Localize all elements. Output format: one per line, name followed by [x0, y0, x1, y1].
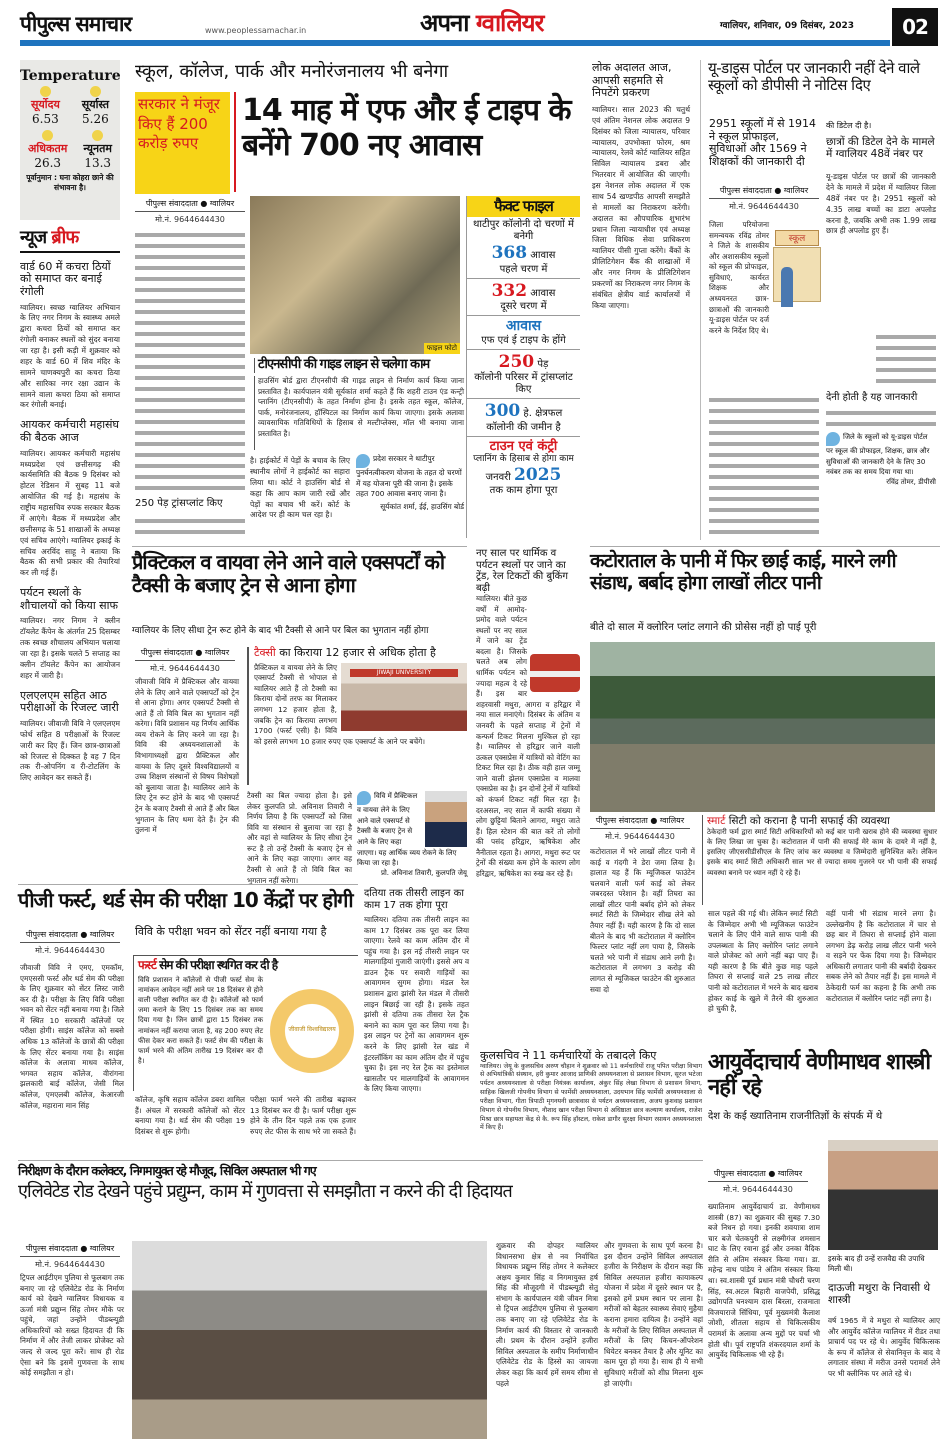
fact-item — [467, 350, 580, 399]
byline-mobile: मो.नं. 9644644430 — [155, 215, 225, 224]
sunset-value: 5.26 — [82, 112, 109, 126]
fact-number: 250 — [498, 351, 535, 372]
transfer-story — [480, 1050, 702, 1156]
elevated-text: ट्रिपल आईटीएम पुलिया से फूलबाग तक बनाए जा रहे एलिवेटेड रोड के निर्माण कार्य को देखने ग्वालियर विधायक व ऊर्जा मंत्री प्रद्युम्न सिंह तोमर मौके पर पहुंचे, जहां उन्होंने पीडब्ल्यूडी अधिकारियों को सख्त हिदायत दी कि निर्माण में और तेजी लाकर प्रोजेक्ट को जल्द से जल्द पूरा करें। साथ ही रोड ऐसा बने कि इसमें गुणवत्ता के साथ कोई समझौता न हो। — [20, 1273, 124, 1378]
rail-headline[interactable]: नए साल पर धार्मिक व पर्यटन स्थलों पर जाने का ट्रेंड, रेल टिकटों की बुकिंग बढ़ी — [476, 548, 568, 594]
quote-icon — [357, 791, 371, 805]
quote-text: विवि में प्रैक्टिकल व वायवा लेने के लिए आने वाले एक्सपर्ट से टैक्सी के बजाए ट्रेन से आने के लिए कहा जाएगा। यह आर्थिक व्यय रोकने के लिए किया जा रहा है। — [357, 792, 457, 868]
quote-attribution: सूर्यकांत शर्मा, ईई, हाउसिंग बोर्ड — [380, 501, 464, 511]
byline-mobile: मो.नं. 9644644430 — [723, 1185, 793, 1194]
jiwaji-university-photo — [341, 663, 467, 731]
brief-text: ग्वालियर। जीवाजी विवि ने एलएलएम फोर्थ सहित 8 परीक्षाओं के रिजल्ट जारी कर दिए हैं। जिन छात्र-छात्राओं को रिजल्ट से दिक्कत है वह 7 दिन तक री-ओपनिंग व री-टोटलिंग के लिए आवेदन कर सकते हैं। — [20, 718, 120, 783]
brief-item — [20, 690, 120, 785]
section-title-city: ग्वालियर — [475, 9, 544, 37]
practical-story — [132, 546, 467, 885]
elevated-headline[interactable]: एलिवेटेड रोड देखने पहुंचे प्रद्युम्न, काम में गुणवत्ता से समझौता न करने की दी हिदायत — [18, 1181, 512, 1203]
news-brief — [20, 228, 120, 878]
pg-exam-story — [18, 884, 358, 1154]
obituary-deck: देश के कई ख्यातिनाम राजनीतिज्ञों के संपर्क में थे — [708, 1111, 883, 1122]
byline: पीपुल्स संवाददाता ● ग्वालियर — [590, 815, 690, 829]
lead-subtext: हाउसिंग बोर्ड द्वारा टीएनसीपी की गाइड लाइन से निर्माण कार्य किया जाना प्रस्तावित है। कार्यपालन यंत्री सूर्यकांत शर्मा कहते हैं कि शहरी टाउन एंड कन्ट्री प्लानिंग (टीएनसीपी) के तहत निर्माण होना है। इसके तहत स्कूल, कॉलेज, पार्क, मनोरंजनालय, हॉस्पिटल का निर्माण कार्य किया जाएगा। इसके अलावा व्यावसायिक गतिविधियों के हिसाब से मल्टीप्लेक्स, मॉल भी बनाया जाना प्रस्तावित है। — [254, 376, 464, 450]
brief-text: ग्वालियर। स्वच्छ ग्वालियर अभियान के लिए नगर निगम के स्वास्थ्य अमले द्वारा कचरा ठियों को समाप्त कर रंगोली बनाकर स्थलों को सुंदर बनाया जा रहा है। इसी कड़ी में शुक्रवार को शहर के वार्ड 60 में शिव मंदिर के सामने चाणक्यपुरी का कचरा ठिया और सारिका नगर रक्षा उद्यान के सामने वाला कचरा ठिया को समाप्त कर रंगोली बनाई। — [20, 302, 120, 410]
fact-desc: कॉलोनी परिसर में ट्रांसप्लांट किए — [474, 372, 573, 396]
fact-item — [467, 316, 580, 350]
elevated-text-2: शुक्रवार की दोपहर ग्वालियर विधानसभा क्षेत्र से नव निर्वाचित विधायक प्रद्युम्न सिंह तोमर ने कलेक्टर अक्षय कुमार सिंह व निगमायुक्त हर्ष सिंह की मौजूदगी में पीडब्ल्यूडी सेतु संभाग के कार्यपालन यंत्री जीवन मित्रा से ट्रिपल आईटीएम पुलिया से फूलबाग तक बनाए जा रहे एलिवेटेड रोड के निर्माण कार्य की विस्तार से जानकारी ली। प्रथम के दौरान उन्होंने हजीरा सिविल अस्पताल के समीप निर्माणाधीन एलिवेटेड रोड के हिस्से का जायजा लेकर कहा कि कार्य हमें समय सीमा से पहले — [496, 1241, 598, 1388]
byline: पीपुल्स संवाददाता ● ग्वालियर — [135, 198, 245, 212]
datia-text: ग्वालियर। दतिया तक तीसरी लाइन का काम 17 दिसंबर तक पूरा कर लिया जाएगा। रेलवे का काम अंतिम दौर में पहुंच गया है। इस नई तीसरी लाइन पर मालगाड़ियां गुजारी जाएंगी। इससे अप व डाउन ट्रैक पर सवारी गाड़ियों का आवागमन सुगम होगा। मंडल रेल प्रशासन द्वारा झांसी रेल मंडल में तीसरी लाइन बिछाई जा रही है। इसके तहत झांसी से दतिया तक तीसरा रेल ट्रैक बनाने का काम पूरा कर लिया गया है। इस लाइन पर ट्रेनों का आवागमन शुरू करने के लिए झांसी रेल खंड में इंटरलॉकिंग का काम अंतिम दौर में पहुंच चुका है। इस नए रेल ट्रैक का इस्तेमाल खासतौर पर मालगाड़ियों के आवागमन के लिए किया जाएगा। — [364, 915, 469, 1094]
elevated-kicker: निरीक्षण के दौरान कलेक्टर, निगमायुक्त रहे मौजूद, सिविल अस्पताल भी गए — [18, 1163, 316, 1178]
brief-title-part: ब्रीफ — [51, 227, 79, 248]
udise-subhead-2: देनी होती है यह जानकारी — [826, 392, 918, 403]
udise-subhead: छात्रों की डिटेल देने के मामले में ग्वालियर 48वें नंबर पर — [826, 136, 935, 161]
min-temp-value: 13.3 — [84, 156, 112, 170]
quote-attribution: रविंद्र तोमर, डीपीसी — [886, 477, 936, 486]
sun-icon — [90, 86, 101, 97]
byline: पीपुल्स संवाददाता ● ग्वालियर — [20, 929, 120, 943]
practical-text-2: टैक्सी का बिल ज्यादा होता है। इसे लेकर कुलपति प्रो. अविनाश तिवारी ने निर्णय लिया है कि एक्सपर्टों को जिस विवि या संस्थान से बुलाया जा रहा है और वहां से ग्वालियर के लिए सीधा ट्रेन रूट है तो उन्हें टैक्सी के बजाए ट्रेन से आने के लिए कहा जाएगा। अगर वह टैक्सी से आते हैं तो विवि बिल का भुगतान नहीं करेगा। — [247, 791, 352, 885]
lok-adalat-headline[interactable]: लोक अदालत आज, आपसी सहमति से निपटेंगे प्रकरण — [592, 61, 672, 100]
datia-story — [364, 888, 469, 1153]
brief-headline[interactable]: आयकर कर्मचारी महासंघ की बैठक आज — [20, 418, 119, 444]
lead-highlight-box: सरकार ने मंजूर किए हैं 200 करोड़ रुपए — [135, 92, 230, 194]
school-illustration — [773, 222, 821, 312]
box-title-text: सेम की परीक्षा स्थगित कर दी है — [155, 958, 278, 972]
udise-quote — [826, 432, 936, 538]
fact-pre: थाटीपुर कॉलोनी दो चरणों में बनेगी — [472, 219, 574, 243]
obituary-text: ख्यातिनाम आयुर्वेदाचार्य डा. वेणीमाधव शास्त्री (87) का शुक्रवार की सुबह 7.30 बजे निधन हो गया। इनकी शवयात्रा शाम चार बजे चेतकपुरी से लक्ष्मीगंज शमसान घाट के लिए रवाना हुई और उनका वैदिक रीति से अंतिम संस्कार किया गया। डा. महेन्द्र नाथ पांडेय ने अंतिम संस्कार किया था। स्व.शास्त्री पूर्व प्रधान मंत्री चौधरी चरण सिंह, स्व.अटल बिहारी वाजपेयी, प्रसिद्ध उद्योगपति घनश्याम दास बिरला, राजमाता विजयाराजे सिंधिया, पूर्व मुख्यमंत्री कैलाश जोशी, शीतला सहाय से चिकित्सकीय परामर्श के अलावा अन्य मुद्दों पर चर्चा भी होती थी। पूर्व राष्ट्रपति शंकरदयाल शर्मा के आयुर्वेद चिकित्सक भी रहे हैं। — [708, 1202, 820, 1360]
lead-text-2: है। हाईकोर्ट में पेड़ों के बचाव के लिए स्थानीय लोगों ने हाईकोर्ट का सहारा लिया था। कोर्ट ने हाउसिंग बोर्ड से कहा कि आप काम जारी रखें और पेड़ों का बचाव भी करें। कोर्ट के आदेश पर ही काम चल रहा है। — [250, 456, 350, 520]
website-link[interactable]: www.peoplessamachar.in — [205, 26, 307, 35]
university-sign: JIWAJI UNIVERSITY — [350, 669, 457, 678]
taxi-box-body — [254, 663, 467, 781]
pg-box-title — [138, 959, 354, 973]
news-brief-title — [20, 228, 120, 253]
brief-headline[interactable]: पर्यटन स्थलों के शौचालयों को किया साफ — [20, 586, 118, 612]
elevated-text-3: और गुणवत्ता के साथ पूर्ण करना है। इस दौरान उन्होंने सिविल अस्पताल हजीरा के निरीक्षण के दौरान कहा कि सिविल अस्पताल हजीरा कायाकल्प योजना में प्रदेश में दूसरे स्थान पर है, इसको हमें प्रथम स्थान पर लाना है। मरीजों को बेहतर स्वास्थ्य सेवाएं मुहैया कराना हमारा दायित्व है। उन्होंने वहां के मरीजों के लिए सिविल अस्पताल में मरीजों के लिए किचन-ऑपरेशन थियेटर बनकर तैयार है और यूनिट का काम पूरा हो गया है। साथ ही ये सभी सुविधाएं मरीजों को शीघ्र मिलना शुरू हो जाएंगी। — [604, 1241, 703, 1388]
obituary-story — [708, 1050, 940, 1442]
vice-chancellor-photo — [425, 791, 467, 847]
masthead — [20, 6, 940, 48]
taxi-box-title-highlight: टैक्सी — [254, 646, 276, 659]
taxi-box-text: प्रैक्टिकल व वायवा लेने के लिए एक्सपर्ट टैक्सी से भोपाल से ग्वालियर आते हैं तो टैक्सी का किराया दोनों तरफ का मिलाकर लगभग 12 हजार होता है, जबकि ट्रेन का किराया लगभग 1700 (फर्स्ट एसी) है। विवि को इससे लगभग 10 हजार रुपए एक एक्सपर्ट के आने पर बचेंगे। — [254, 662, 426, 746]
box-title-highlight: स्मार्ट — [707, 815, 726, 827]
fact-number: आवास — [505, 318, 542, 335]
lead-kicker: स्कूल, कॉलेज, पार्क और मनोरंजनालय भी बनेगा — [135, 61, 449, 82]
fact-unit: आवास — [527, 287, 556, 299]
lok-adalat-text: ग्वालियर। साल 2023 की चतुर्थ एवं अंतिम नेशनल लोक अदालत 9 दिसंबर को जिला न्यायालय, परिवार न्यायालय, उपभोक्ता फोरम, श्रम न्यायालय, रेलवे कोर्ट ग्वालियर सहित सिविल न्यायालय डबरा और भितरवार में आयोजित की जाएगी। इस नेशनल लोक अदालत में एक साथ 54 खण्डपीठ आपसी समझौते से मामलों का निराकरण करेंगी। अदालत का औपचारिक शुभारंभ प्रधान जिला न्यायाधीश एवं अध्यक्ष जिला विधिक सेवा प्राधिकरण ग्वालियर पीसी गुप्ता करेंगे। बैंकों के प्रीलिटिगेशन बैंक की शाखाओं में और नगर निगम के प्रीलिटिगेशन प्रकरणों का निराकरण नगर निगम के संबंधित क्षेत्रीय वार्ड कार्यालयों में किया जाएगा। — [592, 104, 690, 310]
fact-number: 300 — [484, 401, 521, 422]
byline: पीपुल्स संवाददाता ● ग्वालियर — [135, 647, 235, 661]
quote-icon — [826, 432, 840, 446]
max-temp-label: अधिकतम — [28, 142, 68, 155]
fact-desc: दूसरे चरण में — [500, 301, 547, 313]
box-title-text: सिटी को कराना है पानी सफाई की व्यवस्था — [725, 815, 890, 827]
header-rule — [20, 40, 890, 46]
obituary-text-2: वर्ष 1965 में वे मथुरा से ग्वालियर आए और आयुर्वेद कॉलेज ग्वालियर में रीडर तथा प्राचार्य पद पर रहे थे। आयुर्वेद चिकित्सक के रूप में कॉलेज से सेवानिवृत्त के बाद वे लगातार संस्था में मरीज उनसे परामर्श लेने पर भी क्लीनिक पर आते रहे थे। — [828, 1316, 940, 1378]
quote-text: प्रदेश सरकार ने थाटीपुर पुनर्घनत्वीकरण योजना के तहत दो चरणों में यह योजना पूरी की जाना है। इसके तहत 700 आवास बनाए जाना है। — [356, 454, 462, 499]
fact-item — [467, 399, 580, 436]
quote-text: जिले के स्कूलों को यू-डाइस पोर्टल पर स्कूल की प्रोफाइल, शिक्षक, छात्र और सुविधाओं की जानकारी देने के लिए 30 नवंबर तक का समय दिया गया था। — [826, 433, 930, 477]
box-title-highlight: फर्स्ट — [138, 958, 156, 972]
fact-number: 332 — [491, 280, 528, 301]
university-seal — [270, 989, 354, 1073]
photo-caption: इसके बाद ही उन्हें राजवैद्य की उपाधि मिली थी। — [828, 1254, 925, 1273]
pg-headline[interactable]: पीजी फर्स्ट, थर्ड सेम की परीक्षा 10 केंद्रों पर होगी — [18, 888, 353, 912]
brief-headline[interactable]: एलएलएम सहित आठ परीक्षाओं के रिजल्ट जारी — [20, 688, 119, 715]
practical-text: जीवाजी विवि में प्रैक्टिकल और वायवा लेने के लिए आने वाले एक्सपर्टों को ट्रेन से आना होगा। अगर एक्सपर्ट टैक्सी से आते हैं तो विवि बिल का भुगतान नहीं करेगा। विवि प्रशासन यह निर्णय आर्थिक व्यय रोकने के लिए करने जा रहा है। विवि की अध्ययनशालाओं के विभागाध्यक्षों द्वारा प्रैक्टिकल और वायवा के लिए दूसरे विश्वविद्यालयों व उच्च शिक्षण संस्थानों से विषय विशेषज्ञों को बुलाया जाता है। ग्वालियर आने के लिए ट्रेन रूट होने के बाद भी एक्सपर्ट ट्रेन के बजाए टैक्सी से आते हैं और बिल भुगतान के लिए थमा देते हैं। ट्रेन की तुलना में — [135, 677, 239, 835]
thermometer-icon — [92, 130, 103, 141]
quote-icon — [356, 454, 370, 468]
byline-mobile: मो.नं. 9644644430 — [729, 202, 799, 211]
katoratal-story — [590, 546, 940, 1036]
rail-story — [476, 548, 580, 1038]
katoratal-headline[interactable]: कटोराताल के पानी में फिर छाई काई, मारने लगी संडाध, बर्बाद होगा लाखों लीटर पानी — [590, 550, 896, 594]
udise-text: यू-डाइस पोर्टल पर छात्रों की जानकारी देने के मामले में प्रदेश में ग्वालियर जिला 48वें नंबर पर है। 2951 स्कूलों को 4.35 लाख बच्चों का डाटा अपलोड करना है, जबकि अभी तक 1.99 लाख छात्र ही अपलोड हुए हैं। — [826, 172, 936, 236]
section-title — [420, 10, 543, 38]
max-temp-value: 26.3 — [34, 156, 62, 170]
byline-mobile: मो.नं. 9644644430 — [150, 664, 220, 673]
udise-headline[interactable]: यू-डाइस पोर्टल पर जानकारी नहीं देने वाले स्कूलों को डीपीसी ने नोटिस दिए — [708, 59, 920, 95]
practical-deck: ग्वालियर के लिए सीधा ट्रेन रूट होने के बाद भी टैक्सी से आने पर बिल का भुगतान नहीं होगा — [132, 626, 429, 636]
seal-text: जीवाजी विश्वविद्यालय — [288, 1026, 336, 1033]
pg-text-2: कॉलेज, कृषि सहाय कॉलेज डबरा शामिल हैं। अंचल में सरकारी कॉलेजों को सेंटर बनाया गया है। थर्ड सेम की परीक्षा 19 दिसंबर से शुरू होगी। — [135, 1095, 245, 1136]
byline: पीपुल्स संवाददाता ● ग्वालियर — [708, 1168, 808, 1182]
lead-body-text-2 — [135, 516, 245, 536]
katoratal-text-2: साल पहले की गई थी। लेकिन स्मार्ट सिटी के जिम्मेदार अभी भी म्यूजिकल फाउंटेन चलाने के लिए पीने वाले साफ पानी की उपलब्धता के लिए क्लोरिन प्लांट लगाने वाले प्रोजेक्ट को आगे नहीं बढ़ा पाए हैं। यही कारण है कि बीते कुछ माह पहले तिघरा से सप्लाई वाले 25 लाख लीटर पानी को कटोराताल में भरने के बाद खराब होकर काई के खुले में तैरने की शुरुआत हो चुकी है, — [708, 909, 818, 1014]
brief-text: ग्वालियर। नगर निगम ने क्लीन टॉयलेट कैंपेन के अंतर्गत 25 दिसम्बर तक स्वच्छ शौचालय अभियान चलाया जा रहा है। इसके चलते 5 सप्ताह का क्लीन टॉयलेट कैंपेन का आयोजन शहर में जारी है। — [20, 616, 120, 680]
katoratal-text-3: वहीं पानी भी संडाध मारने लगा है। उल्लेखनीय है कि कटोराताल में चार से छह बार में तिघरा से सप्लाई होने वाला लगभग डेढ़ करोड़ लाख लीटर पानी भरने व सड़ने पर फेंक दिया गया है। जिम्मेदार अधिकारी लगातार पानी की बर्बादी देखकर सबक लेने को तैयार नहीं हैं। इस मामले में ठेकेदारी फर्म का कहना है कि अभी तक कटोराताल में क्लोरिन प्लांट नहीं लगा है। — [826, 909, 936, 1003]
fact-desc: प्लानिंग के हिसाब से होगा काम — [473, 454, 574, 465]
lead-headline[interactable]: 14 माह में एफ और ई टाइप के बनेंगे 700 नए आवास — [242, 93, 571, 163]
taxi-fare-box — [247, 647, 467, 785]
lead-body-text — [135, 230, 245, 492]
brief-text: ग्वालियर। आयकर कर्मचारी महासंघ मध्यप्रदेश एवं छत्तीसगढ़ की कार्यसमिति की बैठक 9 दिसंबर को होटल रेडिसन में सुबह 11 बजे आयोजित की गई है। महासंघ के राष्ट्रीय महासचिव रुपक सरकार बैठक में आएंगे। बैठक में मध्यप्रदेश और छत्तीसगढ़ के 51 शाखाओं के अध्यक्ष एवं सचिव आएंगे। ग्वालियर इकाई के सचिव अरविंद साहू ने बताया कि बैठक की सभी प्रकार की तैयारियां कर ली गई हैं। — [20, 448, 120, 578]
fact-number: टाउन एवं कंट्री — [489, 438, 558, 454]
fact-desc: तक काम होगा पूरा — [489, 485, 558, 497]
byline-mobile: मो.नं. 9644644430 — [35, 1260, 105, 1269]
fact-desc: कॉलोनी की जमीन है — [486, 421, 561, 433]
page-number: 02 — [892, 8, 938, 46]
obituary-headline[interactable]: आयुर्वेदाचार्य वेणीमाधव शास्त्री नहीं रहे — [708, 1050, 931, 1101]
brief-item — [20, 587, 120, 682]
rail-text: ग्वालियर। बीते कुछ वर्षों में आमोद-प्रमोद वाले पर्यटन स्थलों पर नए साल में जाने का ट्रेंड बदला है। जिसके चलते अब लोग धार्मिक पर्यटन को ज्यादा महत्व दे रहे हैं। इस बार शहरवासी मथुरा, आगरा व हरिद्वार में नया साल मनाएंगे। दिसंबर के अंतिम व जनवरी के पहले सप्ताह में ट्रेनों में कन्फर्म टिकट मिलना मुश्किल हो रहा है। ग्वालियर से हरिद्वार जाने वाली उत्कल एक्सप्रेस में यात्रियों को वेटिंग का टिकट मिल रहा है। ठीक वही हाल जम्मू जाने वाली झेलम एक्सप्रेस व मालवा एक्सप्रेस का है। इन दोनों ट्रेनों में यात्रियों को कंफर्म टिकट नहीं मिल रहा है। दरअसल, नए साल में काफी संख्या में लोग छुट्टियां बिताने आगरा, मथुरा जाते हैं। हिल स्टेशन की बात करें तो लोगों की पसंद हरिद्वार, ऋषिकेश और नैनीताल रहता है। आगरा, मथुरा रूट पर ट्रेनों की संख्या कम होने के कारण लोग हरिद्वार, ऋषिकेश का रुख कर रहे हैं। — [476, 594, 580, 879]
thermometer-icon — [42, 130, 53, 141]
udise-body-lines — [826, 408, 936, 428]
fact-unit: हे. क्षेत्रफल — [520, 408, 563, 420]
brief-item — [20, 261, 120, 412]
demolished-building-photo — [250, 196, 460, 354]
photo-credit: फाइल फोटो — [424, 343, 460, 354]
elevated-road-story — [18, 1160, 703, 1442]
fact-unit: पेड़ — [534, 358, 549, 370]
udise-body-lines — [709, 395, 819, 535]
udise-text-left: जिला परियोजना समन्वयक रविंद्र तोमर ने जिले के शासकीय और अशासकीय स्कूलों को स्कूल की प्रोफाइल, सुविधाएं, कार्यरत शिक्षक और अध्ययनरत छात्र-छात्राओं की जानकारी यू-डाइस पोर्टल पर दर्ज करने के निर्देश दिए थे। — [709, 220, 769, 335]
portrait-photo — [828, 1140, 938, 1250]
datia-headline[interactable]: दतिया तक तीसरी लाइन का काम 17 तक होगा पूरा — [364, 888, 464, 911]
practical-quote — [357, 791, 467, 879]
udise-deck: 2951 स्कूलों में से 1914 ने स्कूल प्रोफाइल, सुविधाओं और 1569 ने शिक्षकों की जानकारी दी — [709, 117, 817, 168]
pg-box-text: विवि प्रशासन ने कॉलेजों से पीजी फर्स्ट सेम के नामांकन आवेदन नहीं आने पर 18 दिसंबर से होने वाली परीक्षा स्थगित कर दी है। कॉलेजों को फार्म जमा कराने के लिए 15 दिसंबर तक का समय दिया गया है। जिन छात्रों द्वारा 15 दिसंबर तक नामांकन नहीं कराया जाता है, वह 200 रुपए लेट फीस देकर करा सकते हैं। फर्स्ट सेम की परीक्षा के फार्म भरने की अंतिम तारीख 19 दिसंबर कर दी है। — [138, 975, 263, 1065]
transfer-headline[interactable]: कुलसचिव ने 11 कर्मचारियों के तबादले किए — [480, 1049, 657, 1062]
udise-story — [700, 60, 940, 540]
taxi-box-title-text: का किराया 12 हजार से अधिक होता है — [275, 646, 436, 659]
byline-mobile: मो.नं. 9644644430 — [35, 946, 105, 955]
fact-item — [467, 217, 580, 278]
brief-item — [20, 419, 120, 579]
practical-headline[interactable]: प्रैक्टिकल व वायवा लेने आने वाले एक्सपर्टों को टैक्सी के बजाए ट्रेन से आना होगा — [132, 550, 445, 597]
lead-byline-block — [135, 198, 245, 225]
weather-box — [20, 60, 120, 220]
smart-city-box-text: ठेकेदारी फर्म द्वारा स्मार्ट सिटी अधिकारियों को कई बार पानी खराब होने की व्यवस्था सुधार के लिए लिखा जा चुका है। कटोराताल में पानी की सफाई मेरे काम के दायरे में नहीं है, इसलिए जीएससीडीसीएल के लिए जांच कर व्यवस्था व जिम्मेदारी सुनिश्चित करें। लेकिन इसके बाद स्मार्ट सिटी अधिकारी साल भर से ज्यादा समय गुजरने पर भी पानी की सफाई व्यवस्था बनाने पर ध्यान नहीं दे रहे हैं। — [707, 828, 937, 877]
byline: पीपुल्स संवाददाता ● ग्वालियर — [20, 1243, 120, 1257]
sunset-label: सूर्यास्त — [81, 98, 110, 111]
fact-item — [467, 437, 580, 500]
fact-item — [467, 279, 580, 316]
red-divider — [234, 92, 236, 192]
fact-number: 368 — [491, 243, 528, 264]
byline: पीपुल्स संवाददाता ● ग्वालियर — [709, 185, 819, 199]
smart-city-box-title — [707, 815, 937, 827]
sunrise-label: सूर्योदय — [30, 98, 60, 111]
forecast-text: पूर्वानुमान : घना कोहरा छाने की संभावना है। — [26, 173, 114, 192]
brief-headline[interactable]: वार्ड 60 में कचरा ठियों को समाप्त कर बनाई रंगोली — [20, 259, 111, 298]
quote-attribution: प्रो. अविनाश तिवारी, कुलपति जेयू — [381, 868, 467, 877]
min-temp-label: न्यूनतम — [83, 142, 112, 155]
sun-icon — [40, 86, 51, 97]
transplant-subhead: 250 पेड़ ट्रांसप्लांट किए — [135, 498, 223, 509]
school-sign: स्कूल — [775, 230, 819, 246]
fact-file-title: फैक्ट फाइल — [467, 196, 580, 217]
rail-body — [476, 594, 580, 1034]
pg-text-3: परीक्षा फार्म भरने की तारीख बढ़ाकर 13 दिसंबर कर दी है। फार्म परीक्षा शुरू होने के तीन दिन पहले तक एक हजार रुपए लेट फीस के साथ भरे जा सकते हैं। — [250, 1095, 357, 1136]
inspection-photo — [132, 1241, 487, 1439]
fact-desc: एफ एवं ई टाइप के होंगे — [481, 334, 566, 346]
fact-desc: पहले चरण में — [499, 263, 548, 275]
udise-body-lines — [876, 332, 936, 388]
dateline: ग्वालियर, शनिवार, 09 दिसंबर, 2023 — [720, 21, 855, 31]
fact-number: 2025 — [514, 465, 562, 485]
fact-file — [466, 196, 580, 538]
katoratal-deck: बीते दो साल में क्लोरिन प्लांट लगाने की प्रोसेस नहीं हो पाई पूरी — [590, 622, 817, 633]
fact-unit: आवास — [527, 250, 556, 262]
pg-text: जीवाजी विवि ने एमए, एमकॉम, एमएससी फर्स्ट और थर्ड सेम की परीक्षा के लिए शुक्रवार को सेंटर लिस्ट जारी कर दी है। परीक्षा के लिए विवि परीक्षा भवन को सेंटर नहीं बनाया गया है। जिले में स्थित 10 सरकारी कॉलेजों पर परीक्षा होगी। साइंस कॉलेज को सबसे अधिक 13 कॉलेजों के छात्रों की परीक्षा के लिए सेंटर बनाया गया है। साइंस कॉलेज के अलावा माधव कॉलेज, भगवत सहाय कॉलेज, वीरांगना झलकारी बाई कॉलेज, जेसी मिल कॉलेज, एमएलबी कॉलेज, केआरजी कॉलेज, महाराना मान सिंह — [20, 963, 124, 1110]
weather-title: Temperature — [20, 68, 121, 84]
train-illustration — [530, 654, 580, 692]
lok-adalat-story — [592, 62, 690, 537]
fact-pre: जनवरी — [485, 472, 515, 483]
brief-title-part: न्यूज — [20, 227, 52, 248]
sunrise-value: 6.53 — [32, 112, 59, 126]
katoratal-text: कटोराताल में भरे लाखों लीटर पानी में काई व गंदगी ने डेरा जमा लिया है। हालात यह हैं कि म्यूजिकल फाउंटेन चलवाने वाली फर्म काई को लेकर जबरदस्त परेशान है। वहीं तिघरा का लाखों लीटर पानी बर्बाद होने को लेकर स्मार्ट सिटी के जिम्मेदार सीख लेने को तैयार नहीं हैं। यही कारण है कि दो साल बीतने के बाद भी कटोराताल में क्लोरिन फिल्टर प्लांट नहीं लग पाया है, जिसके चलते भरे पानी में संडाध आने लगी है। कटोराताल में लगभग 3 करोड़ की लागत से म्यूजिकल फाउंटेन की शुरुआत सवा दो — [590, 847, 695, 994]
lead-quote — [356, 454, 464, 542]
pg-deck: विवि के परीक्षा भवन को सेंटर नहीं बनाया गया है — [135, 925, 327, 938]
obituary-subhead: दाऊजी मथुरा के निवासी थे शास्त्री — [828, 1282, 931, 1307]
transfer-text: ग्वालियर। जेयू के कुलसचिव अरुण चौहान ने शुक्रवार को 11 कर्मचारियों राजू पपित परीक्षा विभाग से अभियांत्रिकी संस्थान, हरी कुमार आजाद प्राणिकी अध्ययनशाला से प्रशासन विभाग, सूरज भटेजा पर्यटन अध्ययनशाला से परीक्षा नियंत्रक कार्यालय, अंकुर सिंह लेखा विभाग से प्रशासन विभाग, साहिक खिलजी गोपनीय विभाग से फार्मेसी अध्ययनशाला, उदयभान सिंह फार्मेसी अध्ययनशाला से परीक्षा विभाग, गीता त्रिपाठी मृगनयनी छात्रावास से पर्यटन अध्ययनशाला, अजय कुशवाह प्रशासन विभाग से गोपनीय विभाग, नौशाद खान परीक्षा विभाग से अधिष्ठाता छात्र कल्याण कार्यालय, राजेश मिश्रा छात्र सहायता केंद्र से कै. रूप सिंह हॉस्टल, राकेश डागौर सुरक्षा विभाग रसायन अध्ययनशाला में किए हैं। — [480, 1062, 702, 1132]
katoratal-photo — [590, 642, 935, 812]
lead-subhead: टीएनसीपी की गाइड लाइन से चलेगा काम — [254, 358, 464, 373]
section-title-part: अपना — [420, 9, 476, 37]
udise-text: की डिटेल दी है। — [826, 121, 872, 130]
byline-mobile: मो.नं. 9644644430 — [605, 832, 675, 841]
taxi-box-title — [254, 647, 467, 660]
smart-city-box — [702, 815, 937, 905]
newspaper-logo: पीपुल्स समाचार — [20, 12, 132, 36]
